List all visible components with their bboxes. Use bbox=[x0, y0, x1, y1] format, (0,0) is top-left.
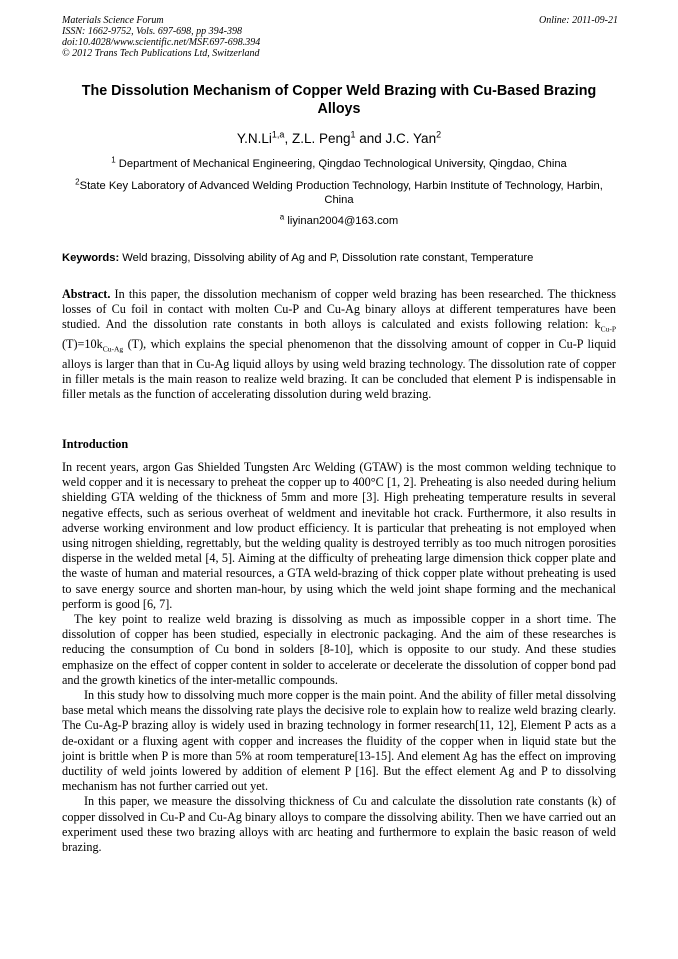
affiliation-1-marker: 1 bbox=[111, 155, 116, 165]
abstract bbox=[62, 287, 616, 402]
affiliation-2-marker: 2 bbox=[75, 177, 80, 187]
affiliation-2-text: State Key Laboratory of Advanced Welding Production Technology, Harbin Institute of Technology, Harbin, China bbox=[79, 180, 603, 206]
author-yan: J.C. Yan bbox=[385, 131, 437, 146]
author-yan-affil: 2 bbox=[436, 129, 442, 140]
section-heading-introduction: Introduction bbox=[62, 437, 129, 451]
email-address: liyinan2004@163.com bbox=[284, 215, 399, 227]
journal-issn: ISSN: 1662-9752, Vols. 697-698, pp 394-398 bbox=[62, 26, 242, 37]
corresponding-email bbox=[62, 214, 616, 228]
author-peng-affil: 1 bbox=[350, 129, 356, 140]
journal-doi: doi:10.4028/www.scientific.net/MSF.697-698.394 bbox=[62, 37, 261, 48]
journal-copyright: © 2012 Trans Tech Publications Ltd, Switzerland bbox=[62, 48, 260, 59]
author-separator: , bbox=[284, 131, 292, 146]
affiliation-1-text: Department of Mechanical Engineering, Qingdao Technological University, Qingdao, China bbox=[115, 158, 567, 170]
abstract-text: In this paper, the dissolution mechanism of copper weld brazing has been researched. The thickness losses of Cu foil in contact with molten Cu-P and Cu-Ag binary alloys at different temperatures have been studied. And the dissolution rate constants in both alloys is calculated and exists following relation: k bbox=[62, 287, 616, 332]
journal-name: Materials Science Forum bbox=[62, 15, 164, 26]
abstract-text: (T)=10k bbox=[62, 337, 103, 352]
author-separator: and bbox=[355, 131, 386, 146]
keywords-text: Weld brazing, Dissolving ability of Ag and P, Dissolution rate constant, Temperature bbox=[119, 252, 534, 264]
abstract-subscript: Cu-P bbox=[600, 324, 616, 334]
affiliation-1 bbox=[62, 157, 616, 171]
email-marker: a bbox=[279, 212, 285, 222]
keywords-label: Keywords: bbox=[62, 252, 120, 264]
author-peng: Z.L. Peng bbox=[291, 131, 351, 146]
author-list bbox=[62, 130, 616, 148]
introduction-body bbox=[62, 460, 616, 855]
author-li: Y.N.Li bbox=[236, 131, 272, 146]
paper-title: The Dissolution Mechanism of Copper Weld Brazing with Cu-Based Brazing Alloys bbox=[81, 83, 597, 117]
paragraph: In recent years, argon Gas Shielded Tungsten Arc Welding (GTAW) is the most common welding technique to weld copper and it is necessary to preheat the copper up to 400°C [1, 2]. Preheating is also needed during helium shielding GTA welding of the thickness of 5mm and more [3]. High preheating temperature results in several negative effects, such as serious overheat of weldment and inevitable hot crack. Furthermore, it also results in adverse working environment and low product efficiency. It is particular that preheating is not employed when using nitrogen shielding, regrettably, but the welding quality is destroyed terribly as too much nitrogen porosities disperse in the welded metal [4, 5]. Aiming at the difficulty of preheating large dimension thick copper plate and the waste of human and material resources, a GTA weld-brazing of thick copper plate without preheating is used to save energy source and shorten man-hour, by using which the weld joint shape forming and the mechanical perform is good [6, 7]. bbox=[62, 460, 616, 611]
abstract-text: (T), which explains the special phenomenon that the dissolving amount of copper in Cu-P liquid alloys is larger than that in Cu-Ag liquid alloys by using weld brazing technology. The dissolution rate of copper in filler metals is the main reason to realize weld brazing. It can be concluded that element P is indispensable in filler metals as the function of accelerating dissolution during weld brazing. bbox=[62, 337, 616, 402]
abstract-subscript: Cu-Ag bbox=[102, 344, 124, 354]
keywords bbox=[62, 251, 616, 265]
online-date: Online: 2011-09-21 bbox=[539, 15, 618, 26]
author-li-affil: 1,a bbox=[271, 129, 285, 140]
journal-header bbox=[62, 15, 618, 59]
abstract-label: Abstract. bbox=[62, 287, 111, 301]
paragraph: In this study how to dissolving much more copper is the main point. And the ability of filler metal dissolving base metal which means the dissolving rate plays the decisive role to explain how to realize weld brazing clearly. The Cu-Ag-P brazing alloy is widely used in brazing technology in former research[11, 12], Element P acts as a de-oxidant or a fluxing agent with copper and increases the fluidity of the copper when in liquid state but the joint is brittle when P is more than 5% at room temperature[13-15]. And element Ag has the effect on improving ductility of weld joints lowered by addition of element P [16]. But the effect element Ag and P to dissolving mechanism has not further carried out yet. bbox=[62, 688, 616, 794]
paragraph: The key point to realize weld brazing is dissolving as much as impossible copper in a short time. The dissolution of copper has been studied, especially in electronic packaging. And the aim of these researches is reducing the consumption of Cu bond in solders [8-10], which is opposite to our study. And these studies emphasize on the effect of copper content in solder to accelerate or decelerate the dissolution of copper bond pad and the growth kinetics of the inter-metallic compounds. bbox=[62, 612, 616, 687]
affiliation-2 bbox=[62, 179, 616, 207]
paragraph: In this paper, we measure the dissolving thickness of Cu and calculate the dissolution rate constants (k) of copper dissolved in Cu-P and Cu-Ag binary alloys to compare the dissolving ability. Then we have carried out an experiment used these two brazing alloys with arc heating and furthermore to explain the basic reason of weld brazing. bbox=[62, 794, 616, 855]
